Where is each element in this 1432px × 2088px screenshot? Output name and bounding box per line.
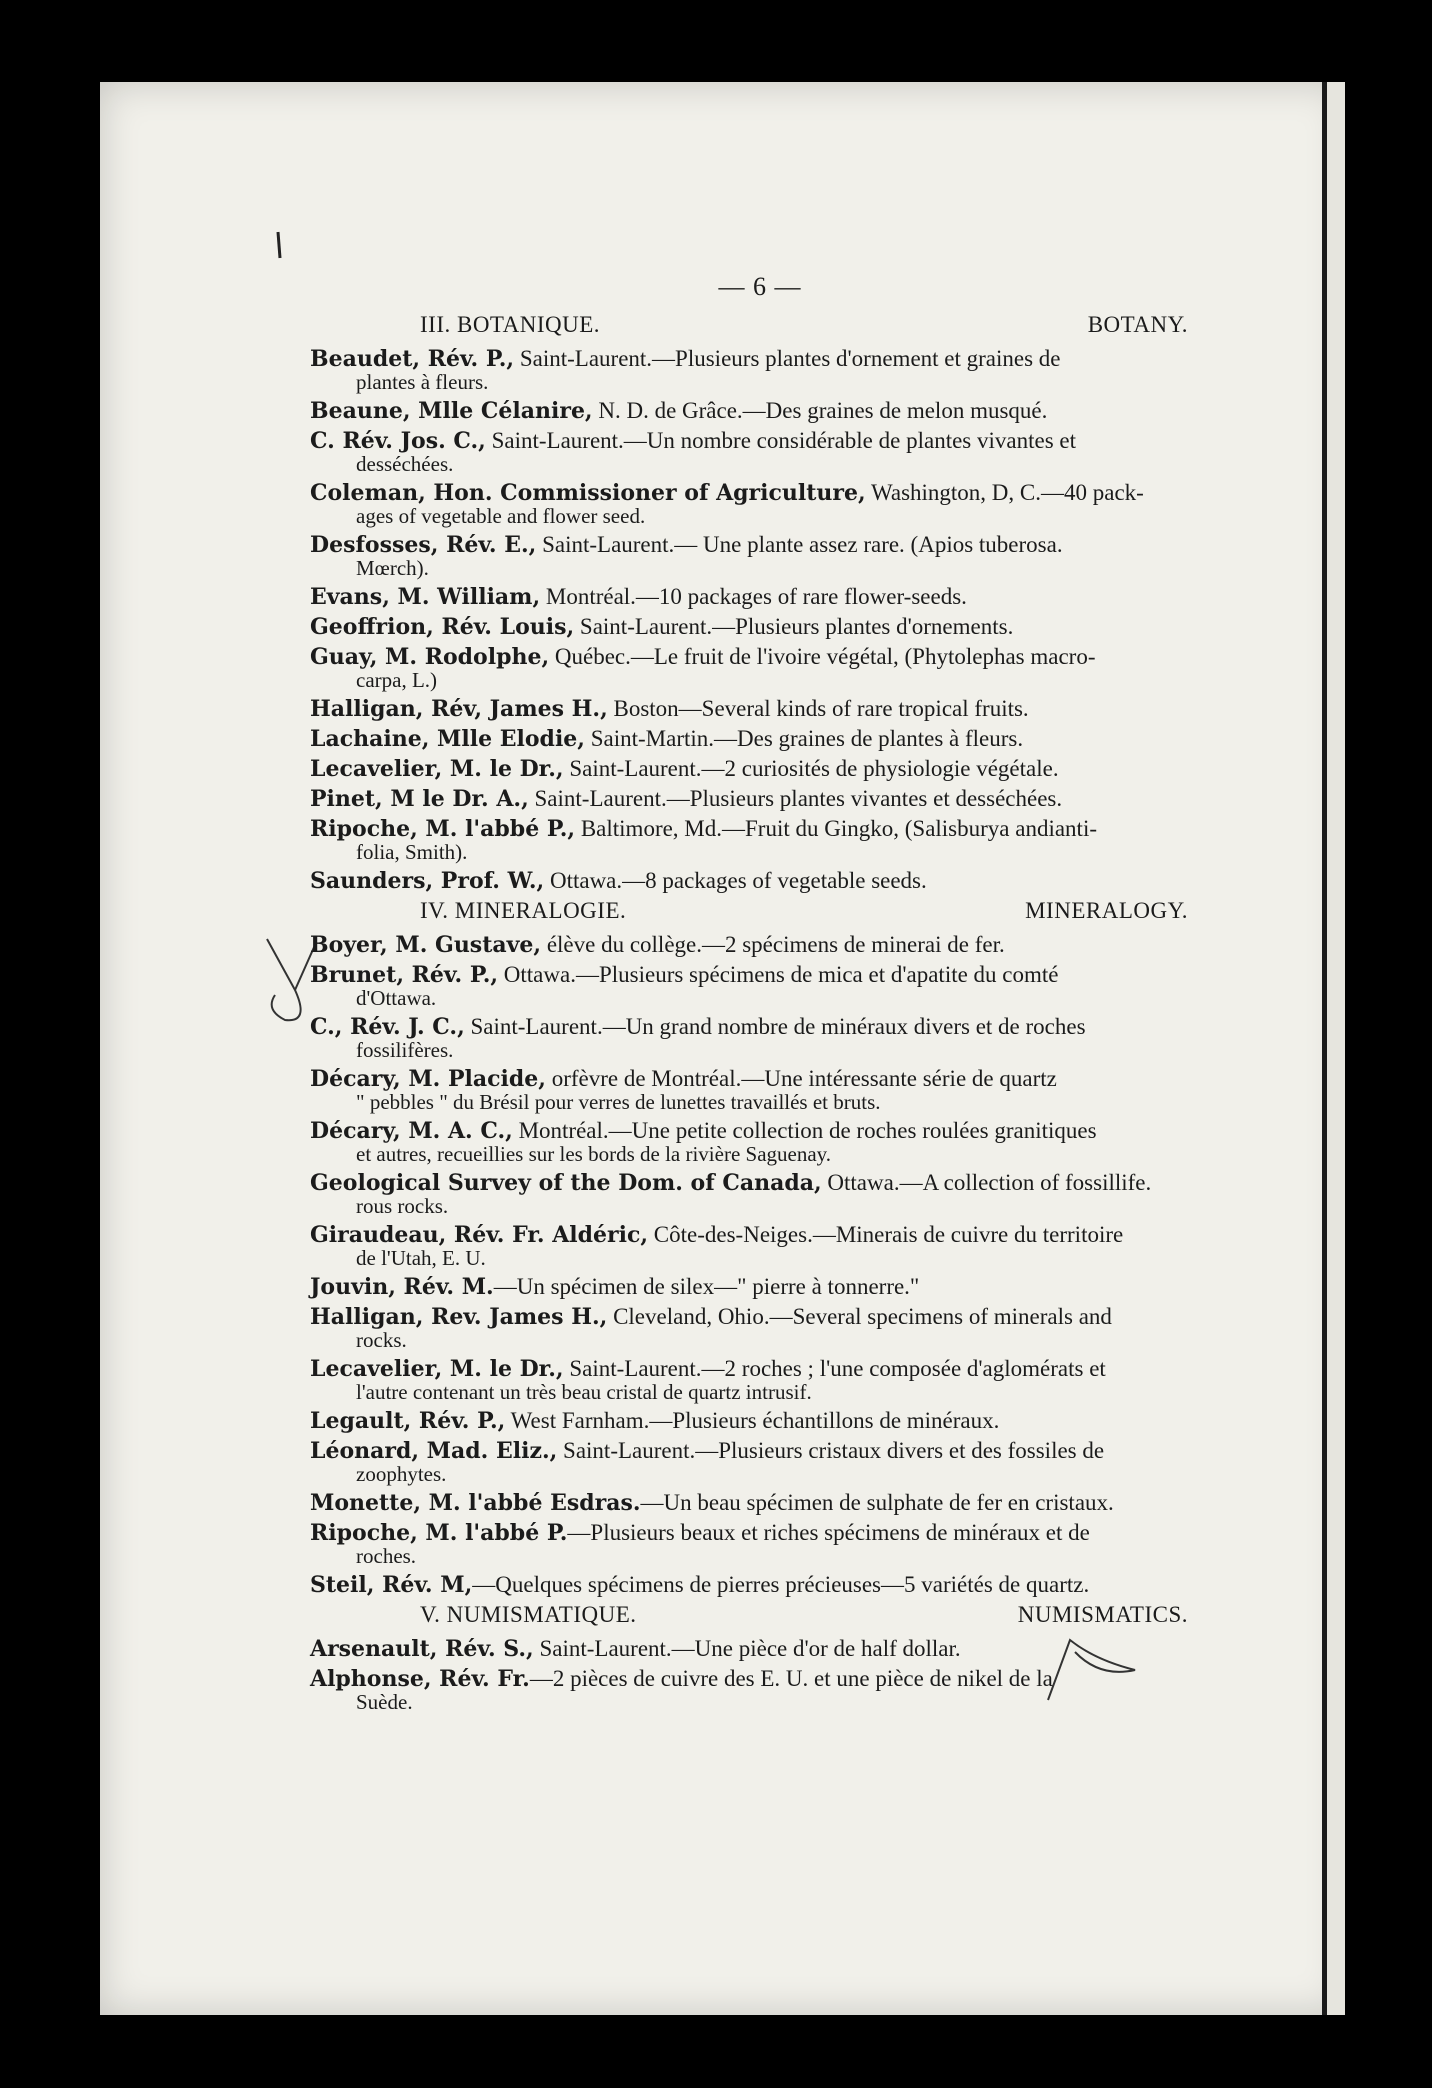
entry-first-line: [310, 399, 1210, 423]
donor-name: Saunders, Prof. W.,: [310, 868, 545, 894]
entry-continuation: l'autre contenant un très beau cristal de quartz intrusif.: [356, 1380, 812, 1404]
entry-first-line: [310, 1067, 1210, 1091]
donation-description: Québec.—Le fruit de l'ivoire végétal, (Phytolephas macro-: [549, 644, 1096, 669]
donor-name: Alphonse, Rév. Fr.: [310, 1666, 530, 1692]
donor-entry: [310, 869, 1210, 893]
entry-first-line: [310, 533, 1210, 557]
entry-continuation: roches.: [356, 1544, 417, 1568]
donation-description: Saint-Laurent.—Plusieurs cristaux divers et des fossiles de: [557, 1438, 1105, 1463]
donor-name: Geological Survey of the Dom. of Canada,: [310, 1170, 822, 1196]
donation-description: Saint-Laurent.—Une pièce d'or de half dollar.: [533, 1636, 961, 1661]
donor-name: Legault, Rév. P.,: [310, 1408, 506, 1434]
entry-first-line: [310, 757, 1210, 781]
donation-description: Ottawa.—Plusieurs spécimens de mica et d'apatite du comté: [498, 962, 1059, 987]
donor-name: C. Rév. Jos. C.,: [310, 428, 486, 454]
donor-entry: [310, 1667, 1210, 1713]
entry-continuation: rocks.: [356, 1328, 407, 1352]
entry-first-line: [310, 1357, 1210, 1381]
entry-continuation: plantes à fleurs.: [356, 370, 489, 394]
donor-name: Beaune, Mlle Célanire,: [310, 398, 593, 424]
page-number: — 6 —: [718, 272, 802, 301]
donor-name: Lecavelier, M. le Dr.,: [310, 1356, 564, 1382]
entry-first-line: [310, 1275, 1210, 1299]
entry-first-line: [310, 1223, 1210, 1247]
entry-continuation: d'Ottawa.: [356, 986, 437, 1010]
donation-description: élève du collège.—2 spécimens de minerai de fer.: [541, 932, 1005, 957]
donor-entry: [310, 727, 1210, 751]
donation-description: orfèvre de Montréal.—Une intéressante série de quartz: [545, 1066, 1057, 1091]
donor-entry: [310, 1491, 1210, 1515]
entry-first-line: [310, 429, 1210, 453]
donor-entry: [310, 481, 1210, 527]
entry-first-line: [310, 1015, 1210, 1039]
sections-container: [310, 313, 1210, 1713]
donation-description: Cleveland, Ohio.—Several specimens of minerals and: [607, 1304, 1112, 1329]
section-title-french: III. BOTANIQUE.: [420, 312, 601, 337]
entry-first-line: [310, 727, 1210, 751]
donor-name: Halligan, Rév, James H.,: [310, 696, 608, 722]
donor-name: Ripoche, M. l'abbé P.,: [310, 816, 576, 842]
donor-entry: [310, 585, 1210, 609]
document-body: [310, 272, 1210, 1719]
donor-name: Brunet, Rév. P.,: [310, 962, 499, 988]
entry-first-line: [310, 1119, 1210, 1143]
donor-entry: [310, 787, 1210, 811]
donor-entry: [310, 1439, 1210, 1485]
entry-first-line: [310, 697, 1210, 721]
donor-entry: [310, 1119, 1210, 1165]
entry-first-line: [310, 585, 1210, 609]
entry-continuation: folia, Smith).: [356, 840, 468, 864]
donor-name: Décary, M. A. C.,: [310, 1118, 513, 1144]
donation-description: Saint-Laurent.—2 roches ; l'une composée d'aglomérats et: [563, 1356, 1106, 1381]
donor-entry: [310, 1573, 1210, 1597]
donor-name: Giraudeau, Rév. Fr. Aldéric,: [310, 1222, 649, 1248]
donor-entry: [310, 533, 1210, 579]
donation-description: Saint-Laurent.—2 curiosités de physiologie végétale.: [563, 756, 1059, 781]
donor-entry: [310, 1067, 1210, 1113]
donor-entry: [310, 963, 1210, 1009]
donation-description: Saint-Laurent.— Une plante assez rare. (Apios tuberosa.: [536, 532, 1063, 557]
donor-entry: [310, 933, 1210, 957]
section-heading: [310, 899, 1210, 923]
donation-description: Boston—Several kinds of rare tropical fruits.: [607, 696, 1029, 721]
donor-entry: [310, 645, 1210, 691]
donor-entry: [310, 1357, 1210, 1403]
donor-entry: [310, 429, 1210, 475]
donor-entry: [310, 1521, 1210, 1567]
entry-first-line: [310, 1409, 1210, 1433]
donor-name: Lachaine, Mlle Elodie,: [310, 726, 585, 752]
entry-first-line: [310, 963, 1210, 987]
entry-first-line: [310, 817, 1210, 841]
donor-entry: [310, 1409, 1210, 1433]
donor-name: Lecavelier, M. le Dr.,: [310, 756, 564, 782]
donation-description: West Farnham.—Plusieurs échantillons de minéraux.: [505, 1408, 1000, 1433]
donation-description: —Un beau spécimen de sulphate de fer en cristaux.: [640, 1490, 1114, 1515]
entry-first-line: [310, 645, 1210, 669]
entry-first-line: [310, 1305, 1210, 1329]
entry-continuation: et autres, recueillies sur les bords de la rivière Saguenay.: [356, 1142, 832, 1166]
entry-continuation: ages of vegetable and flower seed.: [356, 504, 646, 528]
donor-entry: [310, 757, 1210, 781]
entry-first-line: [310, 933, 1210, 957]
donor-name: Léonard, Mad. Eliz.,: [310, 1438, 558, 1464]
donor-name: Monette, M. l'abbé Esdras.: [310, 1490, 641, 1516]
entry-continuation: zoophytes.: [356, 1462, 447, 1486]
donation-description: Saint-Martin.—Des graines de plantes à fleurs.: [584, 726, 1024, 751]
donor-entry: [310, 1275, 1210, 1299]
entry-first-line: [310, 347, 1210, 371]
section-heading: [310, 1603, 1210, 1627]
donation-description: Saint-Laurent.—Plusieurs plantes vivantes et desséchées.: [528, 786, 1063, 811]
donation-description: Montréal.—Une petite collection de roches roulées granitiques: [512, 1118, 1097, 1143]
section-title-english: MINERALOGY.: [1025, 898, 1188, 923]
donor-name: C., Rév. J. C.,: [310, 1014, 465, 1040]
donor-name: Evans, M. William,: [310, 584, 541, 610]
donor-name: Beaudet, Rév. P.,: [310, 346, 515, 372]
entry-first-line: [310, 869, 1210, 893]
adjacent-page-edge: [1327, 82, 1345, 2015]
donation-description: Washington, D, C.—40 pack-: [865, 480, 1144, 505]
donation-description: Ottawa.—8 packages of vegetable seeds.: [544, 868, 927, 893]
donation-description: Côte-des-Neiges.—Minerais de cuivre du territoire: [648, 1222, 1124, 1247]
donor-entry: [310, 347, 1210, 393]
entry-first-line: [310, 1573, 1210, 1597]
donor-name: Steil, Rév. M,: [310, 1572, 473, 1598]
entry-first-line: [310, 1521, 1210, 1545]
donor-entry: [310, 817, 1210, 863]
entry-first-line: [310, 1439, 1210, 1463]
entry-continuation: " pebbles " du Brésil pour verres de lunettes travaillés et bruts.: [356, 1090, 881, 1114]
section-title-english: BOTANY.: [1087, 312, 1188, 337]
entry-continuation: desséchées.: [356, 452, 454, 476]
entry-continuation: rous rocks.: [356, 1194, 449, 1218]
section-title-english: NUMISMATICS.: [1017, 1602, 1188, 1627]
donation-description: —Plusieurs beaux et riches spécimens de minéraux et de: [567, 1520, 1090, 1545]
donor-name: Geoffrion, Rév. Louis,: [310, 614, 575, 640]
donation-description: Saint-Laurent.—Un grand nombre de minéraux divers et de roches: [464, 1014, 1086, 1039]
donor-name: Desfosses, Rév. E.,: [310, 532, 537, 558]
section-heading: [310, 313, 1210, 337]
donation-description: Saint-Laurent.—Plusieurs plantes d'ornement et graines de: [514, 346, 1061, 371]
donor-name: Pinet, M le Dr. A.,: [310, 786, 529, 812]
entry-first-line: [310, 1171, 1210, 1195]
donation-description: —Quelques spécimens de pierres précieuses—5 variétés de quartz.: [472, 1572, 1090, 1597]
entry-continuation: Mœrch).: [356, 556, 429, 580]
pencil-mark-top: [270, 230, 290, 260]
donation-description: Ottawa.—A collection of fossillife.: [821, 1170, 1152, 1195]
donor-entry: [310, 1223, 1210, 1269]
donor-entry: [310, 697, 1210, 721]
entry-continuation: carpa, L.): [356, 668, 438, 692]
donor-name: Décary, M. Placide,: [310, 1066, 546, 1092]
entry-first-line: [310, 615, 1210, 639]
donor-name: Halligan, Rev. James H.,: [310, 1304, 608, 1330]
donation-description: Baltimore, Md.—Fruit du Gingko, (Salisburya andianti-: [575, 816, 1097, 841]
entry-first-line: [310, 1491, 1210, 1515]
entry-continuation: Suède.: [356, 1690, 413, 1714]
entry-first-line: [310, 481, 1210, 505]
donation-description: Saint-Laurent.—Un nombre considérable de plantes vivantes et: [485, 428, 1076, 453]
donation-description: —Un spécimen de silex—" pierre à tonnerre.": [493, 1274, 920, 1299]
donation-description: N. D. de Grâce.—Des graines de melon musqué.: [592, 398, 1048, 423]
section-title-french: V. NUMISMATIQUE.: [420, 1602, 637, 1627]
donor-entry: [310, 399, 1210, 423]
donor-entry: [310, 1171, 1210, 1217]
donation-description: Saint-Laurent.—Plusieurs plantes d'ornements.: [574, 614, 1014, 639]
donor-entry: [310, 1305, 1210, 1351]
donor-name: Arsenault, Rév. S.,: [310, 1636, 534, 1662]
entry-continuation: fossilifères.: [356, 1038, 454, 1062]
entry-first-line: [310, 787, 1210, 811]
donor-entry: [310, 615, 1210, 639]
donation-description: Montréal.—10 packages of rare flower-seeds.: [540, 584, 967, 609]
entry-first-line: [310, 1667, 1210, 1691]
donor-name: Guay, M. Rodolphe,: [310, 644, 550, 670]
entry-first-line: [310, 1637, 1210, 1661]
section-title-french: IV. MINERALOGIE.: [420, 898, 627, 923]
donor-name: Jouvin, Rév. M.: [310, 1274, 494, 1300]
donor-entry: [310, 1637, 1210, 1661]
entry-continuation: de l'Utah, E. U.: [356, 1246, 486, 1270]
donor-name: Coleman, Hon. Commissioner of Agriculture,: [310, 480, 866, 506]
donor-entry: [310, 1015, 1210, 1061]
donor-name: Boyer, M. Gustave,: [310, 932, 542, 958]
donor-name: Ripoche, M. l'abbé P.: [310, 1520, 568, 1546]
donation-description: —2 pièces de cuivre des E. U. et une pièce de nikel de la: [529, 1666, 1053, 1691]
